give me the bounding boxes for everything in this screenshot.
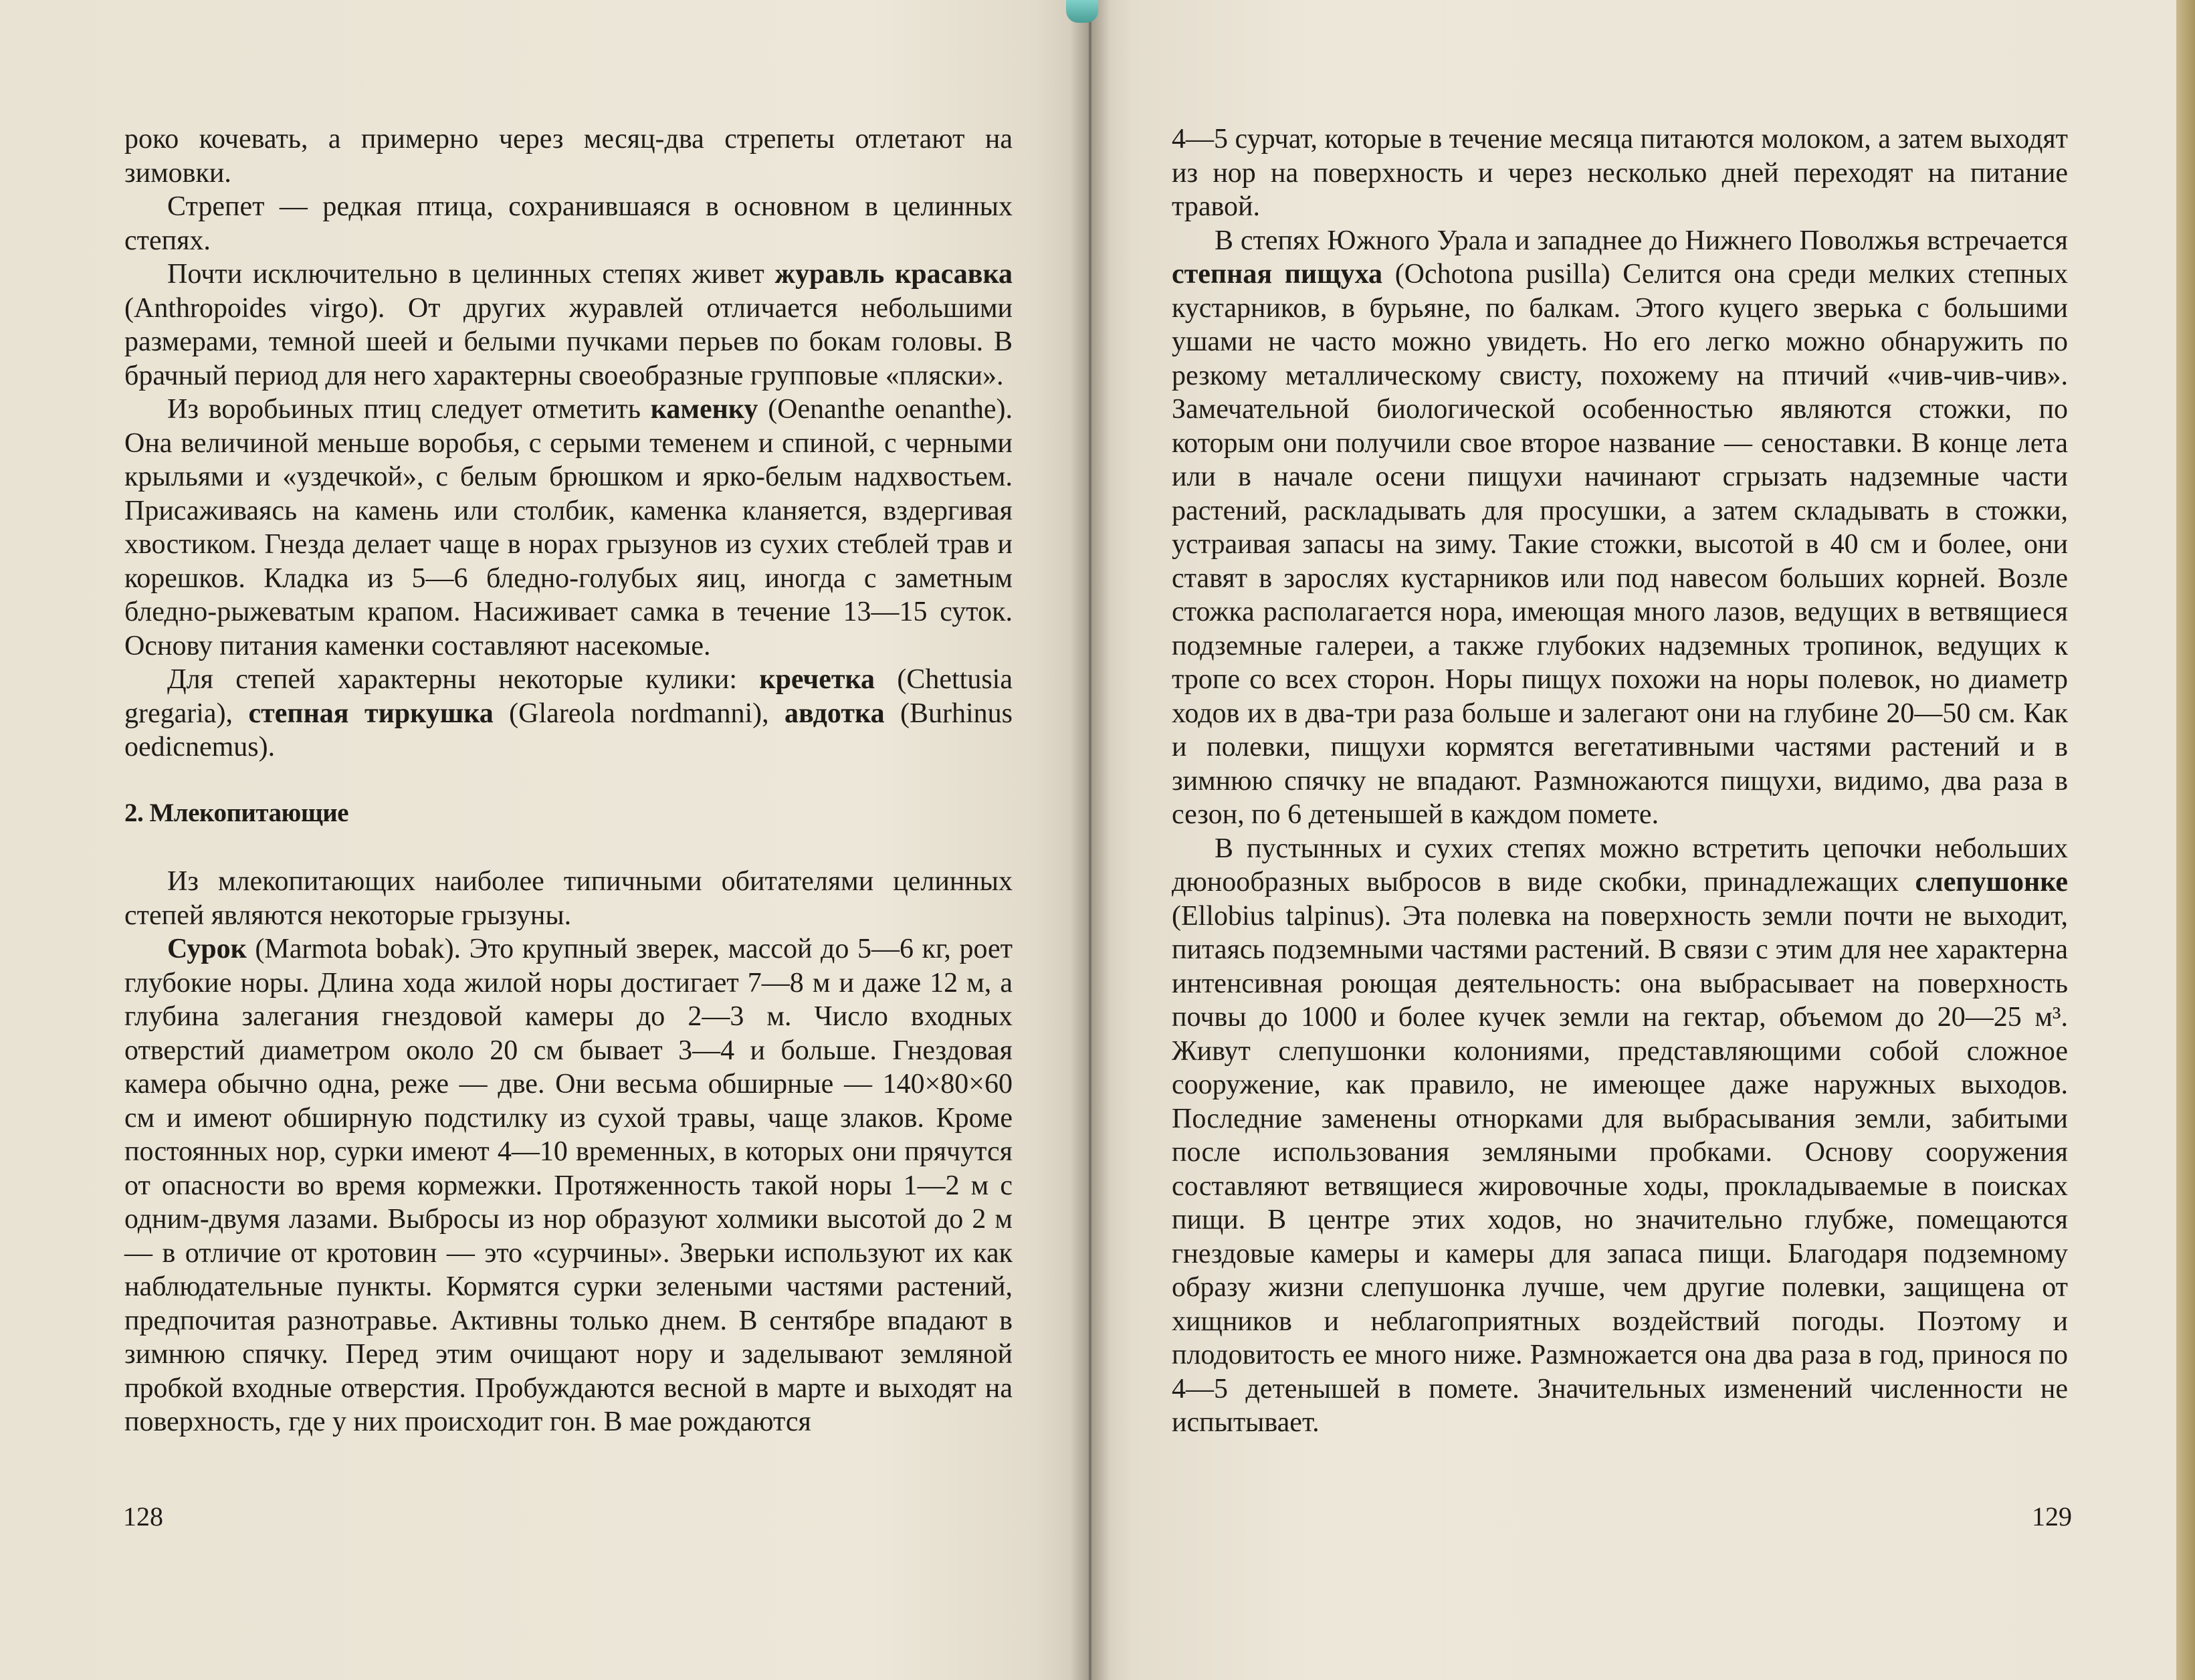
left-page	[0, 0, 1089, 1680]
section-heading: 2. Млекопитающие	[124, 798, 349, 827]
paragraph	[124, 865, 1013, 932]
left-page-text	[124, 122, 1013, 1439]
species-term: журавль красавка	[774, 259, 1013, 290]
text-run: (Oenanthe oenanthe). Она величиной меньше воробья, с серыми теменем и спиной, с черными крыльями и «уздечкой», с белым брюшком и ярко-белым надхвостьем. Присаживаясь на камень или столбик, каменка кланяется, вздергивая хвостиком. Гнезда делает чаще в норах грызунов из сухих стеблей трав и корешков. Кладка из 5—6 бледно-голубых яиц, иногда с заметным бледно-рыжеватым крапом. Насиживает самка в течение 13—15 суток. Основу питания каменки составляют насекомые.	[124, 394, 1013, 661]
text-run: (Ochotona pusilla) Селится она среди мелких степных кустарников, в бурьяне, по балкам. Этого куцего зверька с большими ушами не часто можно увидеть. Но его легко можно обнаружить по резкому металлическому свисту, похожему на птичий «чив-чив-чив». Замечательной биологической особенностью являются стожки, по которым они получили свое второе название — сеноставки. В конце лета или в начале осени пищухи начинают сгрызать надземные части растений, раскладывать для просушки, а затем складывать в стожки, устраивая запасы на зиму. Такие стожки, высотой в 40 см и более, они ставят в зарослях кустарников или под навесом больших корней. Возле стожка располагается нора, имеющая много лазов, ведущих в ветвящиеся подземные галереи, а также глубоких надземных тропинок, ведущих к тропе со всех сторон. Норы пищух похожи на норы полевок, но диаметр ходов их в два-три раза больше и залегают они на глубине 20—50 см. Как и полевки, пищухи кормятся вегетативными частями растений и в зимнюю спячку не впадают. Размножаются пищухи, видимо, два раза в сезон, по 6 детенышей в каждом помете.	[1172, 259, 2068, 830]
right-page	[1089, 0, 2195, 1680]
text-run: (Ellobius talpinus). Эта полевка на поверхность земли почти не выходит, питаясь подземными частями растений. В связи с этим для нее характерна интенсивная роющая деятельность: она выбрасывает на поверхность почвы до 1000 и более кучек земли на гектар, объемом до 20—25 м³. Живут слепушонки колониями, представляющими собой сложное сооружение, как правило, не имеющее даже наружных выходов. Последние заменены отнорками для выбрасывания земли, забитыми после использования земляными пробками. Основу сооружения составляют ветвящиеся жировочные ходы, прокладываемые в поисках пищи. В центре этих ходов, но значительно глубже, помещаются гнездовые камеры и камеры для запаса пищи. Благодаря подземному образу жизни слепушонка лучше, чем другие полевки, защищена от хищников и неблагоприятных воздействий погоды. Поэтому и плодовитость ее много ниже. Размножается она два раза в год, принося по 4—5 детенышей в помете. Значительных изменений численности не испытывает.	[1172, 900, 2068, 1438]
text-run: Из воробьиных птиц следует отметить	[167, 394, 651, 425]
species-term: каменку	[650, 394, 758, 425]
text-run: В пустынных и сухих степях можно встретить цепочки небольших дюнообразных выбросов в виде скобки, принадлежащих	[1172, 833, 2068, 898]
book-edge	[2176, 0, 2195, 1680]
paragraph	[1172, 122, 2068, 224]
paragraph	[124, 122, 1013, 190]
text-run: (Burhinus oedicnemus).	[124, 698, 1013, 762]
paragraph	[124, 190, 1013, 257]
text-run: роко кочевать, а примерно через месяц-два стрепеты отлетают на зимовки.	[124, 124, 1013, 189]
book-gutter	[1070, 0, 1110, 1680]
text-run: (Marmota bobak). Это крупный зверек, массой до 5—6 кг, роет глубокие норы. Длина хода жилой норы достигает 7—8 м и даже 12 м, а глубина залегания гнездовой камеры до 2—3 м. Число входных отверстий диаметром около 20 см бывает 3—4 и больше. Гнездовая камера обычно одна, реже — две. Они весьма обширные — 140×80×60 см и имеют обширную подстилку из сухой травы, чаще злаков. Кроме постоянных нор, сурки имеют 4—10 временных, в которых они прячутся от опасности во время кормежки. Протяженность такой норы 1—2 м с одним-двумя лазами. Выбросы из нор образуют холмики высотой до 2 м — в отличие от кротовин — это «сурчины». Зверьки используют их как наблюдательные пункты. Кормятся сурки зелеными частями растений, предпочитая разнотравье. Активны только днем. В сентябре впадают в зимнюю спячку. Перед этим очищают нору и заделывают земляной пробкой входные отверстия. Пробуждаются весной в марте и выходят на поверхность, где у них происходит гон. В мае рождаются	[124, 934, 1013, 1437]
text-run: (Glareola nordmanni),	[493, 698, 785, 729]
text-run: В степях Южного Урала и западнее до Нижнего Поволжья встречается	[1215, 225, 2068, 256]
species-term: слепушонке	[1915, 867, 2068, 898]
species-term: кречетка	[759, 664, 875, 695]
bookmark-ribbon	[1066, 0, 1098, 23]
text-run: (Anthropoides virgo). От других журавлей отличается небольшими размерами, темной шеей и белыми пучками перьев по бокам головы. В брачный период для него характерны своеобразные групповые «пляски».	[124, 292, 1013, 391]
paragraph	[124, 257, 1013, 393]
text-run: 4—5 сурчат, которые в течение месяца питаются молоком, а затем выходят из нор на поверхность и через несколько дней переходят на питание травой.	[1172, 124, 2068, 222]
text-run: Из млекопитающих наиболее типичными обитателями целинных степей являются некоторые грызуны.	[124, 866, 1013, 931]
page-number-left: 128	[123, 1501, 163, 1532]
text-run: (Chettusia gregaria),	[124, 664, 1013, 729]
right-page-text	[1172, 122, 2068, 1440]
paragraph	[1172, 832, 2068, 1440]
paragraph	[124, 932, 1013, 1439]
page-number-right: 129	[2032, 1501, 2072, 1532]
paragraph	[124, 393, 1013, 663]
text-run: Стрепет — редкая птица, сохранившаяся в основном в целинных степях.	[124, 191, 1013, 256]
species-term: степная пищуха	[1172, 259, 1383, 290]
paragraph	[124, 663, 1013, 764]
text-run: Для степей характерны некоторые кулики:	[167, 664, 760, 695]
text-run: Почти исключительно в целинных степях живет	[167, 259, 775, 290]
species-term: Сурок	[167, 934, 247, 964]
paragraph	[1172, 224, 2068, 832]
species-term: авдотка	[785, 698, 885, 729]
species-term: степная тиркушка	[248, 698, 494, 729]
